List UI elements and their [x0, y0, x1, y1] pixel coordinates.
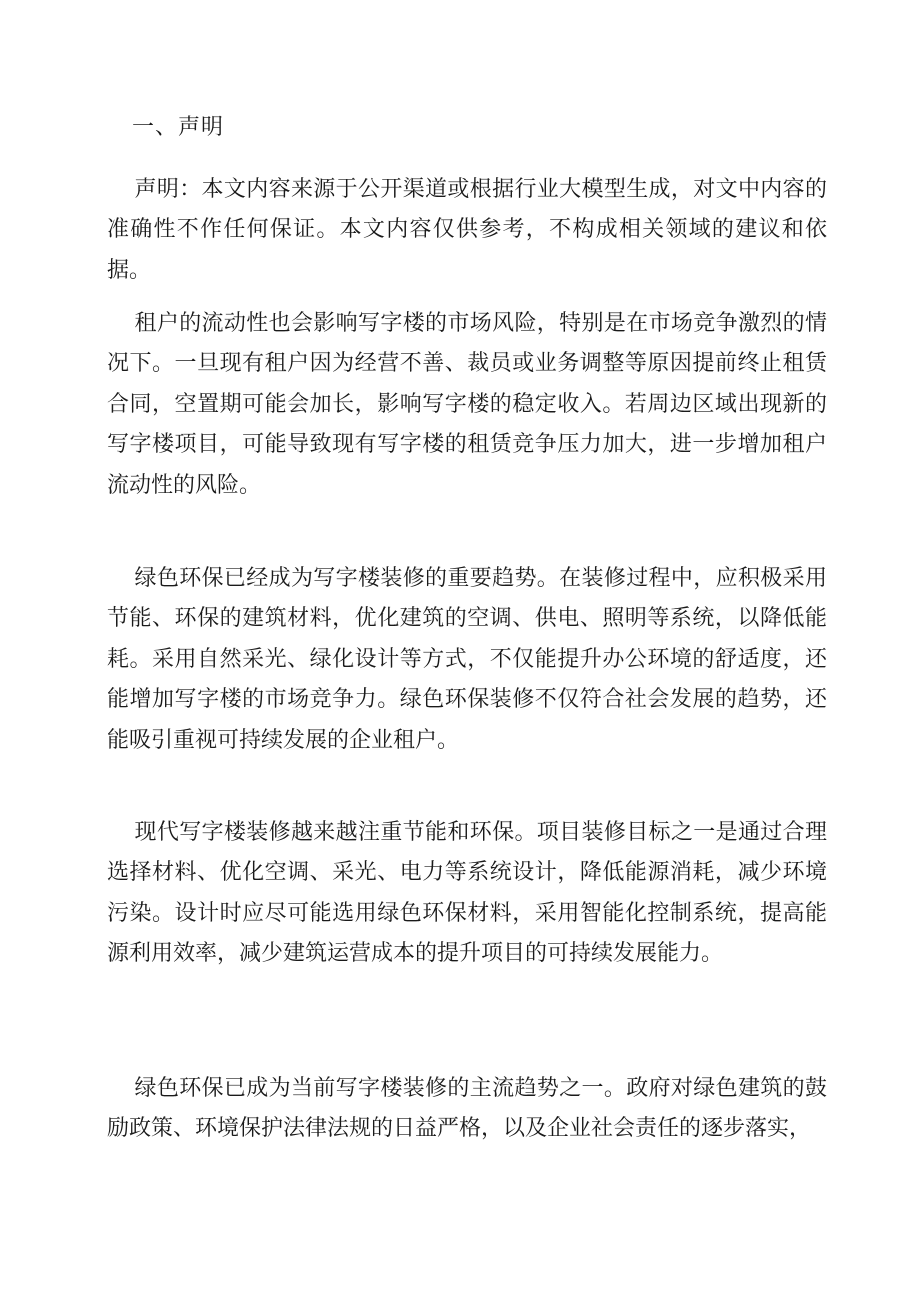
section-heading: 一、声明	[132, 115, 225, 140]
paragraph-tenant-mobility: 租户的流动性也会影响写字楼的市场风险，特别是在市场竞争激烈的情况下。一旦现有租户因为经营不善、裁员或业务调整等原因提前终止租赁合同，空置期可能会加长，影响写字楼的稳定收入。若周边区域出现新的写字楼项目，可能导致现有写字楼的租赁竞争压力加大，进一步增加租户流动性的风险。	[107, 311, 827, 498]
paragraph-green-trend: 绿色环保已经成为写字楼装修的重要趋势。在装修过程中，应积极采用节能、环保的建筑材料，优化建筑的空调、供电、照明等系统，以降低能耗。采用自然采光、绿化设计等方式，不仅能提升办公环境的舒适度，还能增加写字楼的市场竞争力。绿色环保装修不仅符合社会发展的趋势，还能吸引重视可持续发展的企业租户。	[107, 566, 827, 753]
paragraph-mainstream-trend: 绿色环保已成为当前写字楼装修的主流趋势之一。政府对绿色建筑的鼓励政策、环境保护法律法规的日益严格，以及企业社会责任的逐步落实，	[107, 1076, 827, 1142]
paragraph-energy-saving: 现代写字楼装修越来越注重节能和环保。项目装修目标之一是通过合理选择材料、优化空调、采光、电力等系统设计，降低能源消耗，减少环境污染。设计时应尽可能选用绿色环保材料，采用智能化控制系统，提高能源利用效率，减少建筑运营成本的提升项目的可持续发展能力。	[107, 820, 827, 967]
paragraph-disclaimer: 声明：本文内容来源于公开渠道或根据行业大模型生成，对文中内容的准确性不作任何保证。本文内容仅供参考，不构成相关领域的建议和依据。	[107, 177, 827, 283]
